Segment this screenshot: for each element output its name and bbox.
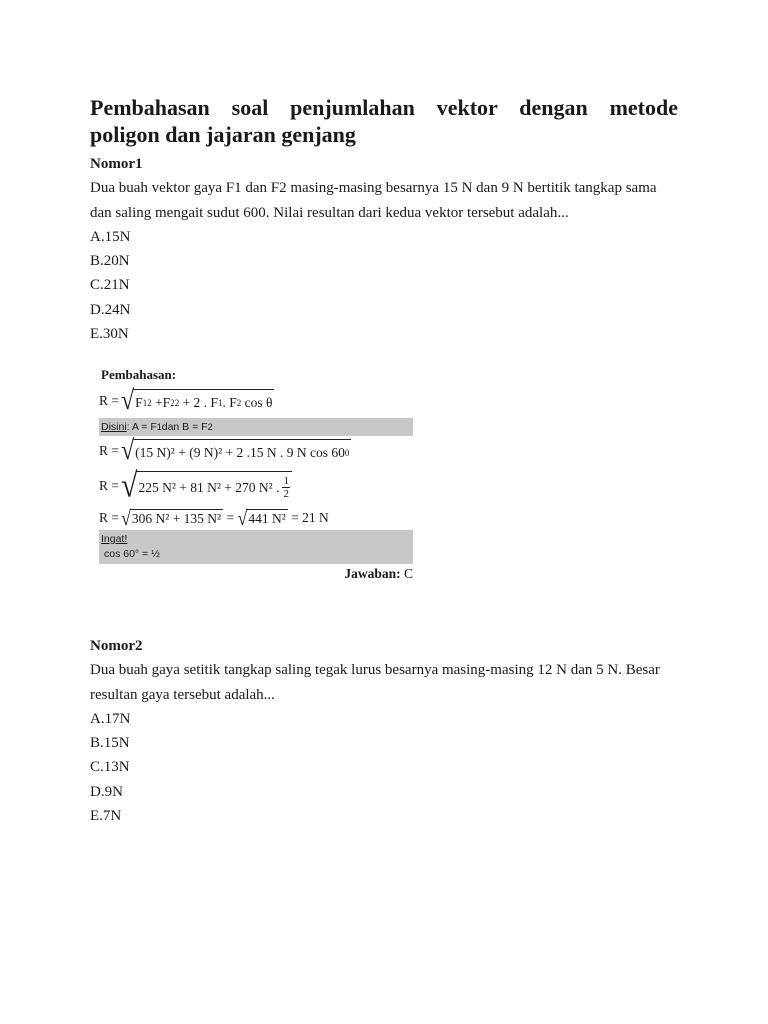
eq4-a: 306 N² + 135 N² bbox=[131, 510, 222, 526]
eq4-c: = 21 N bbox=[291, 510, 329, 525]
option-e: E.7N bbox=[90, 807, 122, 824]
question-1-options bbox=[90, 225, 678, 346]
option-a: A.15N bbox=[90, 229, 131, 245]
equation-3 bbox=[99, 466, 413, 506]
option-d: D.9N bbox=[90, 783, 123, 800]
fraction-num: 1 bbox=[283, 475, 289, 487]
answer-line bbox=[99, 566, 413, 582]
option-d: D.24N bbox=[90, 301, 131, 318]
question-2-section bbox=[90, 634, 678, 828]
eq1-f1: F bbox=[135, 394, 143, 410]
document-title bbox=[90, 94, 678, 148]
option-b: B.20N bbox=[90, 253, 130, 270]
option-c: C.13N bbox=[90, 759, 130, 776]
eq1-cos: cos θ bbox=[244, 394, 273, 410]
sqrt-2: √ (15 N)² + (9 N)² + 2 .15 N . 9 N cos 60 0 bbox=[121, 436, 350, 466]
option-a: A.17N bbox=[90, 711, 131, 727]
sqrt-4b: √ 441 N² bbox=[237, 506, 286, 530]
option-c: C.21N bbox=[90, 277, 130, 294]
ingat-text: cos 60° = ½ bbox=[104, 548, 160, 560]
ingat-note bbox=[99, 530, 413, 564]
eq-lhs: R = bbox=[99, 393, 119, 408]
eq-lhs: R = bbox=[99, 478, 119, 493]
disini-mid: dan B = F bbox=[161, 421, 208, 433]
fraction-half bbox=[282, 475, 290, 500]
solution-box bbox=[99, 366, 413, 582]
sqrt-1: √ F 1 2 +F 2 2 + 2 . F 1 . F 2 cos θ bbox=[121, 386, 273, 416]
ingat-label: Ingat! bbox=[101, 533, 128, 545]
equation-1 bbox=[99, 384, 413, 418]
equation-4 bbox=[99, 506, 413, 530]
question-2-label: Nomor2 bbox=[90, 638, 143, 654]
fraction-den: 2 bbox=[283, 488, 289, 500]
disini-text: : A = F bbox=[126, 421, 157, 433]
question-2-options bbox=[90, 707, 678, 828]
document-page bbox=[90, 94, 678, 346]
equation-2 bbox=[99, 436, 413, 466]
option-e: E.30N bbox=[90, 325, 129, 342]
disini-note: Disini : A = F 1 dan B = F 2 bbox=[99, 418, 413, 436]
eq1-term: + 2 . F bbox=[182, 394, 218, 410]
eq-lhs: R = bbox=[99, 443, 119, 458]
title-line-1: Pembahasan soal penjumlahan vektor dengan metode bbox=[90, 95, 678, 120]
answer-label: Jawaban: bbox=[344, 566, 401, 581]
solution-heading: Pembahasan: bbox=[101, 367, 177, 382]
question-1-label: Nomor1 bbox=[90, 156, 143, 172]
disini-label: Disini bbox=[101, 421, 127, 433]
answer-value: C bbox=[403, 566, 413, 581]
question-1-text: Dua buah vektor gaya F1 dan F2 masing-masing besarnya 15 N dan 9 N bertitik tangkap sama dan saling mengait sudut 600. Nilai resultan dari kedua vektor tersebut adalah... bbox=[90, 180, 657, 221]
option-b: B.15N bbox=[90, 735, 130, 752]
eq2-sup: 0 bbox=[344, 447, 350, 458]
eq2-body: (15 N)² + (9 N)² + 2 .15 N . 9 N cos 60 bbox=[135, 444, 345, 460]
question-2-text: Dua buah gaya setitik tangkap saling tegak lurus besarnya masing-masing 12 N dan 5 N. Besar resultan gaya tersebut adalah... bbox=[90, 662, 660, 703]
title-line-2: poligon dan jajaran genjang bbox=[90, 122, 356, 147]
eq3-body: 225 N² + 81 N² + 270 N² . bbox=[138, 479, 280, 495]
eq4-equals: = bbox=[226, 510, 235, 525]
eq4-b: 441 N² bbox=[248, 510, 286, 526]
sqrt-4a: √ 306 N² + 135 N² bbox=[121, 506, 222, 530]
sqrt-3: √ 225 N² + 81 N² + 270 N² . $\frac{1}{2}$ bbox=[121, 471, 292, 501]
eq-lhs: R = bbox=[99, 510, 119, 525]
